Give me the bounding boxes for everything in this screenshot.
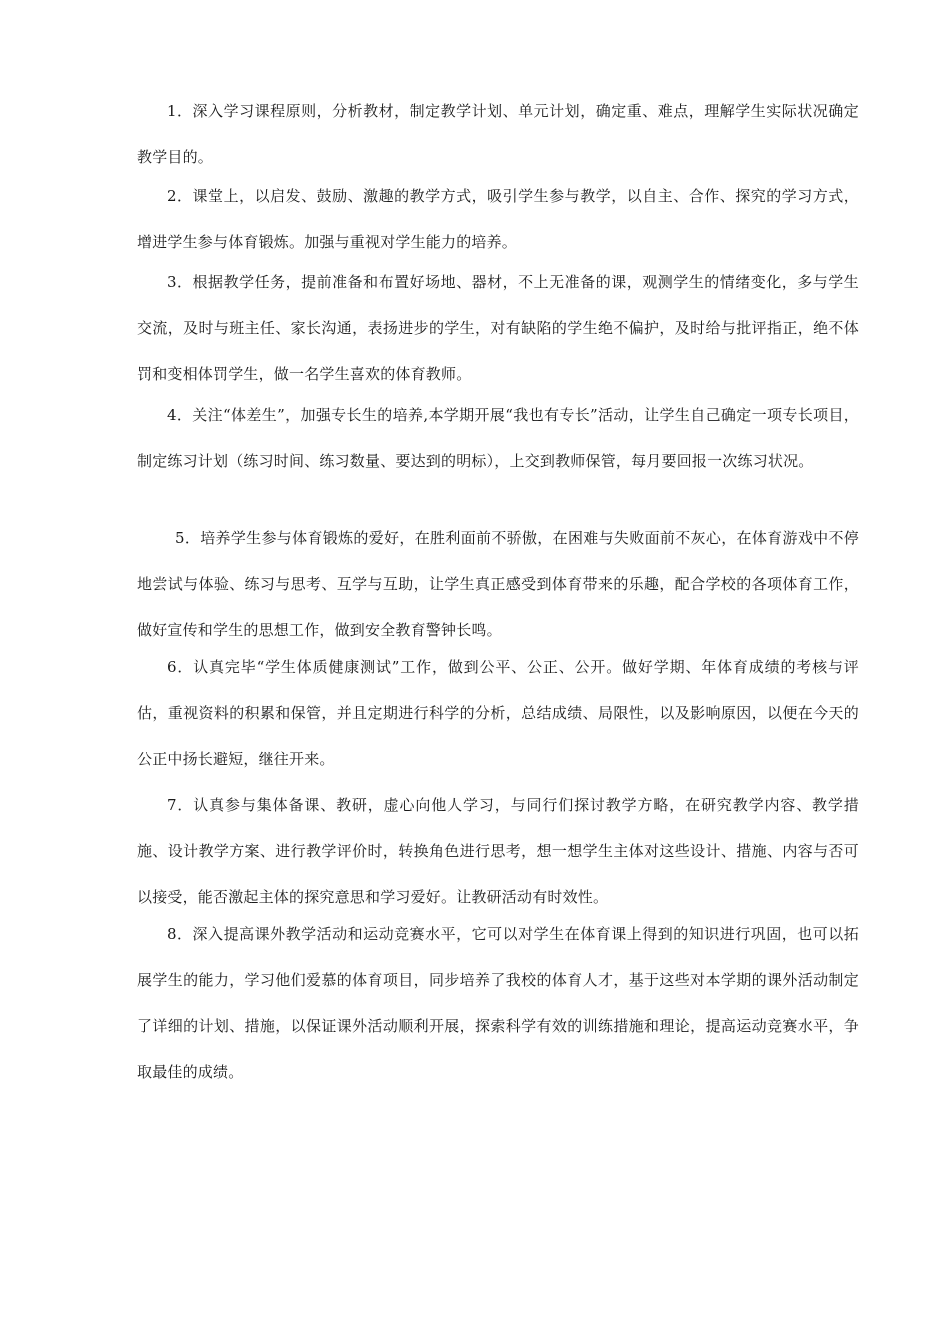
paragraph-1: 1．深入学习课程原则，分析教材，制定教学计划、单元计划，确定重、难点，理解学生实际状况确定教学目的。 <box>137 102 859 166</box>
paragraph-3: 3．根据教学任务，提前准备和布置好场地、器材，不上无准备的课，观测学生的情绪变化，多与学生交流，及时与班主任、家长沟通，表扬进步的学生，对有缺陷的学生绝不偏护，及时给与批评指正，绝不体罚和变相体罚学生，做一名学生喜欢的体育教师。 <box>137 273 859 383</box>
paragraph-5: 5．培养学生参与体育锻炼的爱好，在胜利面前不骄傲，在困难与失败面前不灰心，在体育游戏中不停地尝试与体验、练习与思考、互学与互助，让学生真正感受到体育带来的乐趣，配合学校的各项体育工作，做好宣传和学生的思想工作，做到安全教育警钟长鸣。 <box>137 529 859 639</box>
paragraph-6: 6．认真完毕“学生体质健康测试”工作，做到公平、公正、公开。做好学期、年体育成绩的考核与评估，重视资料的积累和保管，并且定期进行科学的分析，总结成绩、局限性，以及影响原因，以便在今天的公正中扬长避短，继往开来。 <box>137 658 859 768</box>
paragraph-4: 4．关注“体差生”，加强专长生的培养,本学期开展“我也有专长”活动，让学生自己确定一项专长项目，制定练习计划（练习时间、练习数量、要达到的明标），上交到教师保管，每月要回报一次练习状况。 <box>137 406 859 470</box>
paragraph-2: 2．课堂上，以启发、鼓励、激趣的教学方式，吸引学生参与教学，以自主、合作、探究的学习方式，增进学生参与体育锻炼。加强与重视对学生能力的培养。 <box>137 187 859 251</box>
paragraph-7: 7．认真参与集体备课、教研，虚心向他人学习，与同行们探讨教学方略，在研究教学内容、教学措施、设计教学方案、进行教学评价时，转换角色进行思考，想一想学生主体对这些设计、措施、内容与否可以接受，能否激起主体的探究意思和学习爱好。让教研活动有时效性。 <box>137 796 859 906</box>
paragraph-8: 8．深入提高课外教学活动和运动竞赛水平，它可以对学生在体育课上得到的知识进行巩固，也可以拓展学生的能力，学习他们爱慕的体育项目，同步培养了我校的体育人才，基于这些对本学期的课外活动制定了详细的计划、措施，以保证课外活动顺利开展，探索科学有效的训练措施和理论，提高运动竞赛水平，争取最佳的成绩。 <box>137 925 859 1081</box>
